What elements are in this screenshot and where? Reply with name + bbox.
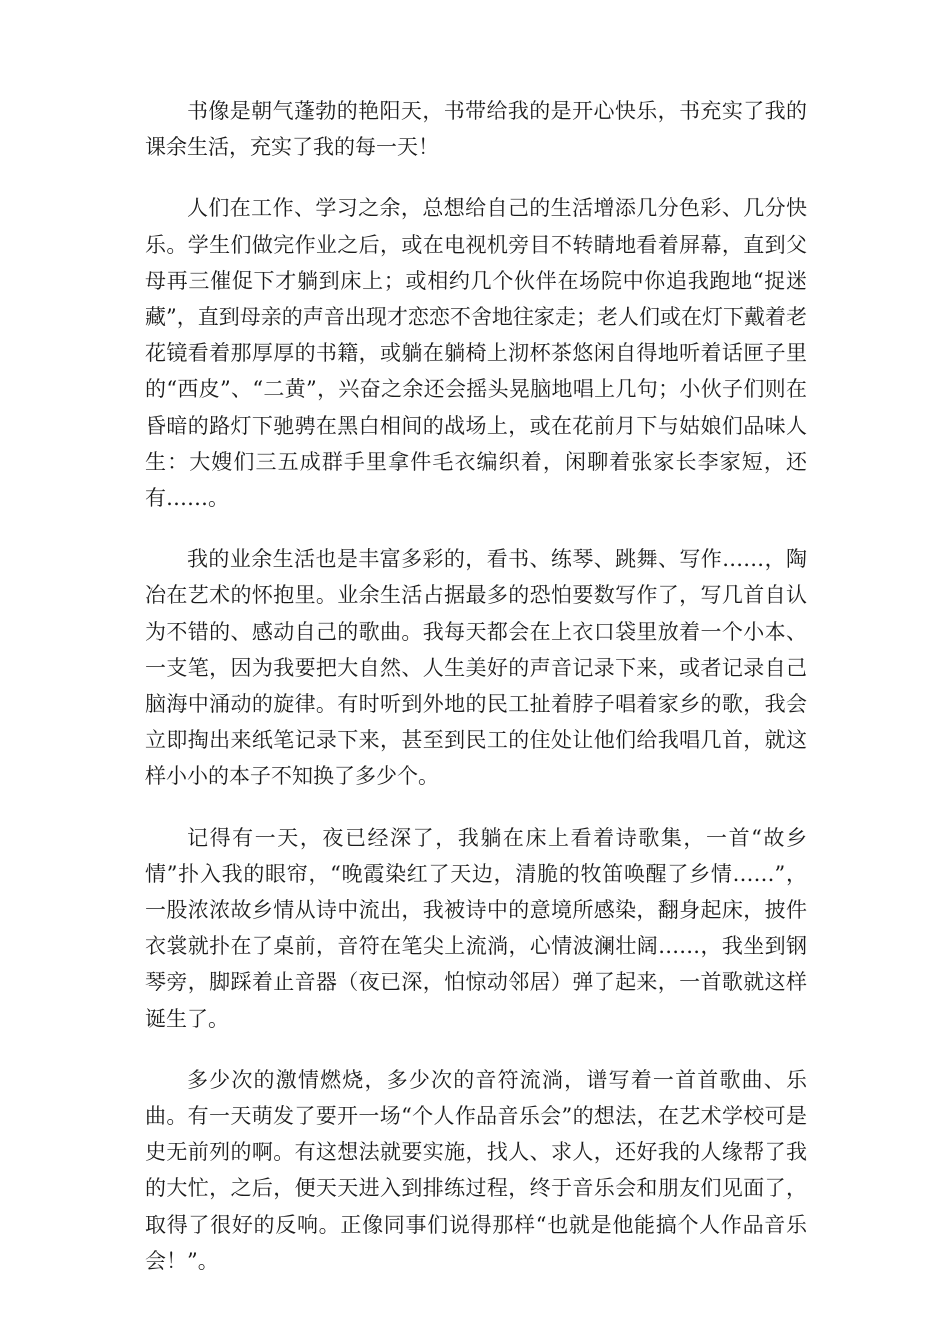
paragraph: 书像是朝气蓬勃的艳阳天，书带给我的是开心快乐，书充实了我的课余生活，充实了我的每一天！	[145, 99, 807, 160]
document-body	[145, 93, 807, 1304]
paragraph: 我的业余生活也是丰富多彩的，看书、练琴、跳舞、写作……，陶冶在艺术的怀抱里。业余生活占据最多的恐怕要数写作了，写几首自认为不错的、感动自己的歌曲。我每天都会在上衣口袋里放着一个小本、一支笔，因为我要把大自然、人生美好的声音记录下来，或者记录自己脑海中涌动的旋律。有时听到外地的民工扯着脖子唱着家乡的歌，我会立即掏出来纸笔记录下来，甚至到民工的住处让他们给我唱几首，就这样小小的本子不知换了多少个。	[145, 547, 807, 789]
paragraph: 记得有一天，夜已经深了，我躺在床上看着诗歌集，一首“故乡情”扑入我的眼帘，“晚霞染红了天边，清脆的牧笛唤醒了乡情……”，一股浓浓故乡情从诗中流出，我被诗中的意境所感染，翻身起床，披件衣裳就扑在了桌前，音符在笔尖上流淌，心情波澜壮阔……，我坐到钢琴旁，脚踩着止音器（夜已深，怕惊动邻居）弹了起来，一首歌就这样诞生了。	[145, 825, 807, 1031]
paragraph: 多少次的激情燃烧，多少次的音符流淌，谱写着一首首歌曲、乐曲。有一天萌发了要开一场“个人作品音乐会”的想法，在艺术学校可是史无前列的啊。有这想法就要实施，找人、求人，还好我的人缘帮了我的大忙，之后，便天天进入到排练过程，终于音乐会和朋友们见面了，取得了很好的反响。正像同事们说得那样“也就是他能搞个人作品音乐会！”。	[145, 1067, 807, 1273]
paragraph: 人们在工作、学习之余，总想给自己的生活增添几分色彩、几分快乐。学生们做完作业之后，或在电视机旁目不转睛地看着屏幕，直到父母再三催促下才躺到床上；或相约几个伙伴在场院中你追我跑地“捉迷藏”，直到母亲的声音出现才恋恋不舍地往家走；老人们或在灯下戴着老花镜看着那厚厚的书籍，或躺在躺椅上沏杯茶悠闲自得地听着话匣子里的“西皮”、“二黄”，兴奋之余还会摇头晃脑地唱上几句；小伙子们则在昏暗的路灯下驰骋在黑白相间的战场上，或在花前月下与姑娘们品味人生：大嫂们三五成群手里拿件毛衣编织着，闲聊着张家长李家短，还有……。	[145, 196, 807, 511]
